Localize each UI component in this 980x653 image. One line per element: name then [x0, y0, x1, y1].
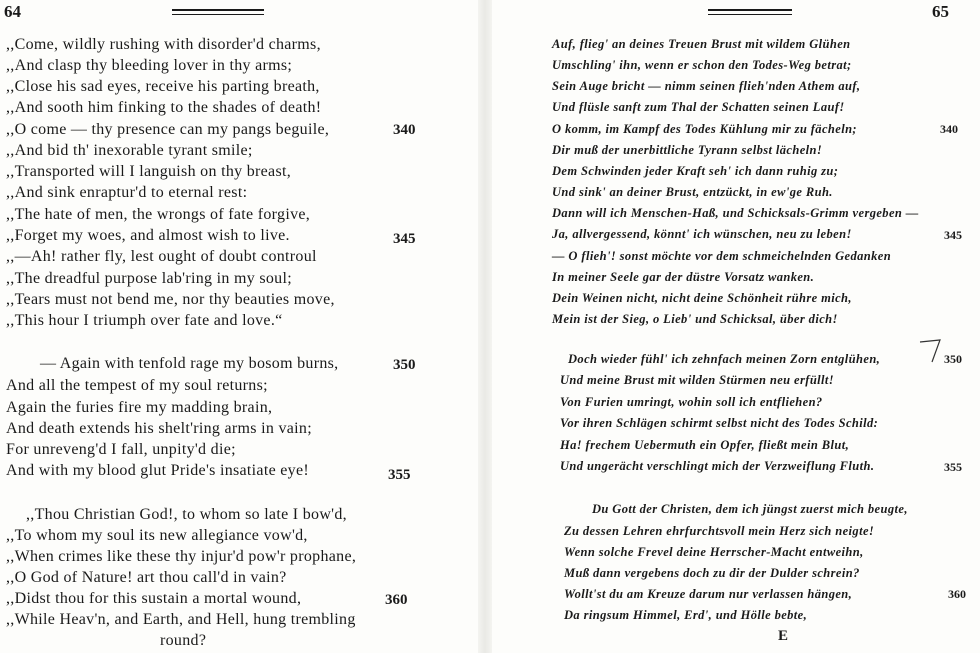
verse-line: And with my blood glut Pride's insatiate eye!	[6, 462, 310, 479]
line-number: 340	[940, 122, 958, 136]
line-number: 340	[393, 122, 416, 138]
verse-line: Wenn solche Frevel deine Herrscher-Macht entweihn,	[564, 545, 864, 559]
verse-line: Sein Auge bricht — nimm seinen flieh'nden Athem auf,	[552, 79, 861, 93]
verse-line: Again the furies fire my madding brain,	[6, 399, 273, 416]
left-page	[0, 0, 470, 653]
line-number: 350	[393, 357, 416, 373]
verse-line: ,,And clasp thy bleeding lover in thy arms;	[6, 57, 293, 74]
verse-line: ,,The dreadful purpose lab'ring in my soul;	[6, 270, 292, 287]
line-number: 350	[944, 352, 962, 366]
verse-line: Dann will ich Menschen-Haß, und Schicksals-Grimm vergeben —	[552, 206, 919, 220]
verse-line: Vor ihren Schlägen schirmt selbst nicht des Todes Schild:	[560, 416, 879, 430]
verse-line: ,,When crimes like these thy injur'd pow'r prophane,	[6, 548, 357, 565]
verse-line: Wollt'st du am Kreuze darum nur verlassen hängen,	[564, 587, 853, 601]
verse-line: ,,And sink enraptur'd to eternal rest:	[6, 184, 248, 201]
verse-line: ,,Come, wildly rushing with disorder'd charms,	[6, 36, 321, 53]
verse-line: ,,O come — thy presence can my pangs beguile,	[6, 121, 330, 138]
line-number: 345	[944, 228, 962, 242]
verse-line: O komm, im Kampf des Todes Kühlung mir zu fächeln;	[552, 122, 857, 136]
verse-line: ,,Thou Christian God!, to whom so late I bow'd,	[26, 506, 347, 523]
verse-line: ,,—Ah! rather fly, lest ought of doubt controul	[6, 248, 317, 265]
verse-line: ,,This hour I triumph over fate and love.“	[6, 312, 283, 329]
verse-line: For unreveng'd I fall, unpity'd die;	[6, 441, 236, 458]
verse-line: — Again with tenfold rage my bosom burns,	[40, 355, 339, 372]
verse-line: ,,Transported will I languish on thy breast,	[6, 163, 292, 180]
verse-line: Und ungerächt verschlingt mich der Verzweiflung Fluth.	[560, 459, 875, 473]
verse-line: Ha! frechem Uebermuth ein Opfer, fließt mein Blut,	[560, 438, 850, 452]
verse-line: Dir muß der unerbittliche Tyrann selbst lächeln!	[552, 143, 823, 157]
line-number: 360	[948, 587, 966, 601]
line-number: 345	[393, 231, 416, 247]
verse-line: And death extends his shelt'ring arms in vain;	[6, 420, 312, 437]
header-rule	[172, 9, 264, 15]
verse-line: ,,Tears must not bend me, nor thy beauties move,	[6, 291, 335, 308]
verse-line: round?	[160, 632, 207, 649]
verse-line: And all the tempest of my soul returns;	[6, 377, 268, 394]
verse-line: ,,And bid th' inexorable tyrant smile;	[6, 142, 253, 159]
line-number: 355	[944, 460, 962, 474]
page-number: 64	[4, 2, 21, 21]
page-number: 65	[932, 2, 949, 21]
verse-line: Da ringsum Himmel, Erd', und Hölle bebte,	[564, 608, 808, 622]
right-page	[500, 0, 980, 653]
verse-line: — O flieh'! sonst möchte vor dem schmeichelnden Gedanken	[552, 249, 892, 263]
verse-line: ,,Didst thou for this sustain a mortal wound,	[6, 590, 302, 607]
verse-line: Von Furien umringt, wohin soll ich entfliehen?	[560, 395, 823, 409]
verse-line: ,,Forget my woes, and almost wish to live.	[6, 227, 290, 244]
verse-line: ,,To whom my soul its new allegiance vow'd,	[6, 527, 308, 544]
verse-line: In meiner Seele gar der düstre Vorsatz wanken.	[552, 270, 815, 284]
verse-line: ,,And sooth him finking to the shades of death!	[6, 99, 322, 116]
line-number: 360	[385, 592, 408, 608]
verse-line: Zu dessen Lehren ehrfurchtsvoll mein Herz sich neigte!	[564, 524, 875, 538]
verse-line: ,,The hate of men, the wrongs of fate forgive,	[6, 206, 311, 223]
verse-line: Doch wieder fühl' ich zehnfach meinen Zorn entglühen,	[568, 352, 881, 366]
catchword: E	[778, 628, 789, 644]
book-gutter	[478, 0, 492, 653]
verse-line: Und sink' an deiner Brust, entzückt, in ew'ge Ruh.	[552, 185, 833, 199]
verse-line: Dem Schwinden jeder Kraft seh' ich dann ruhig zu;	[552, 164, 839, 178]
header-rule	[708, 9, 792, 15]
verse-line: Auf, flieg' an deines Treuen Brust mit wildem Glühen	[552, 37, 851, 51]
verse-line: Muß dann vergebens doch zu dir der Dulder schrein?	[564, 566, 860, 580]
verse-line: Und meine Brust mit wilden Stürmen neu erfüllt!	[560, 373, 835, 387]
verse-line: ,,While Heav'n, and Earth, and Hell, hung trembling	[6, 611, 356, 628]
verse-line: Mein ist der Sieg, o Lieb' und Schicksal, über dich!	[552, 312, 838, 326]
verse-line: Und flüsle sanft zum Thal der Schatten seinen Lauf!	[552, 100, 845, 114]
verse-line: ,,O God of Nature! art thou call'd in vain?	[6, 569, 287, 586]
verse-line: Ja, allvergessend, könnt' ich wünschen, neu zu leben!	[552, 227, 852, 241]
verse-line: ,,Close his sad eyes, receive his parting breath,	[6, 78, 320, 95]
verse-line: Umschling' ihn, wenn er schon den Todes-Weg betrat;	[552, 58, 852, 72]
line-number: 355	[388, 467, 411, 483]
verse-line: Du Gott der Christen, dem ich jüngst zuerst mich beugte,	[592, 502, 908, 516]
verse-line: Dein Weinen nicht, nicht deine Schönheit rühre mich,	[552, 291, 852, 305]
